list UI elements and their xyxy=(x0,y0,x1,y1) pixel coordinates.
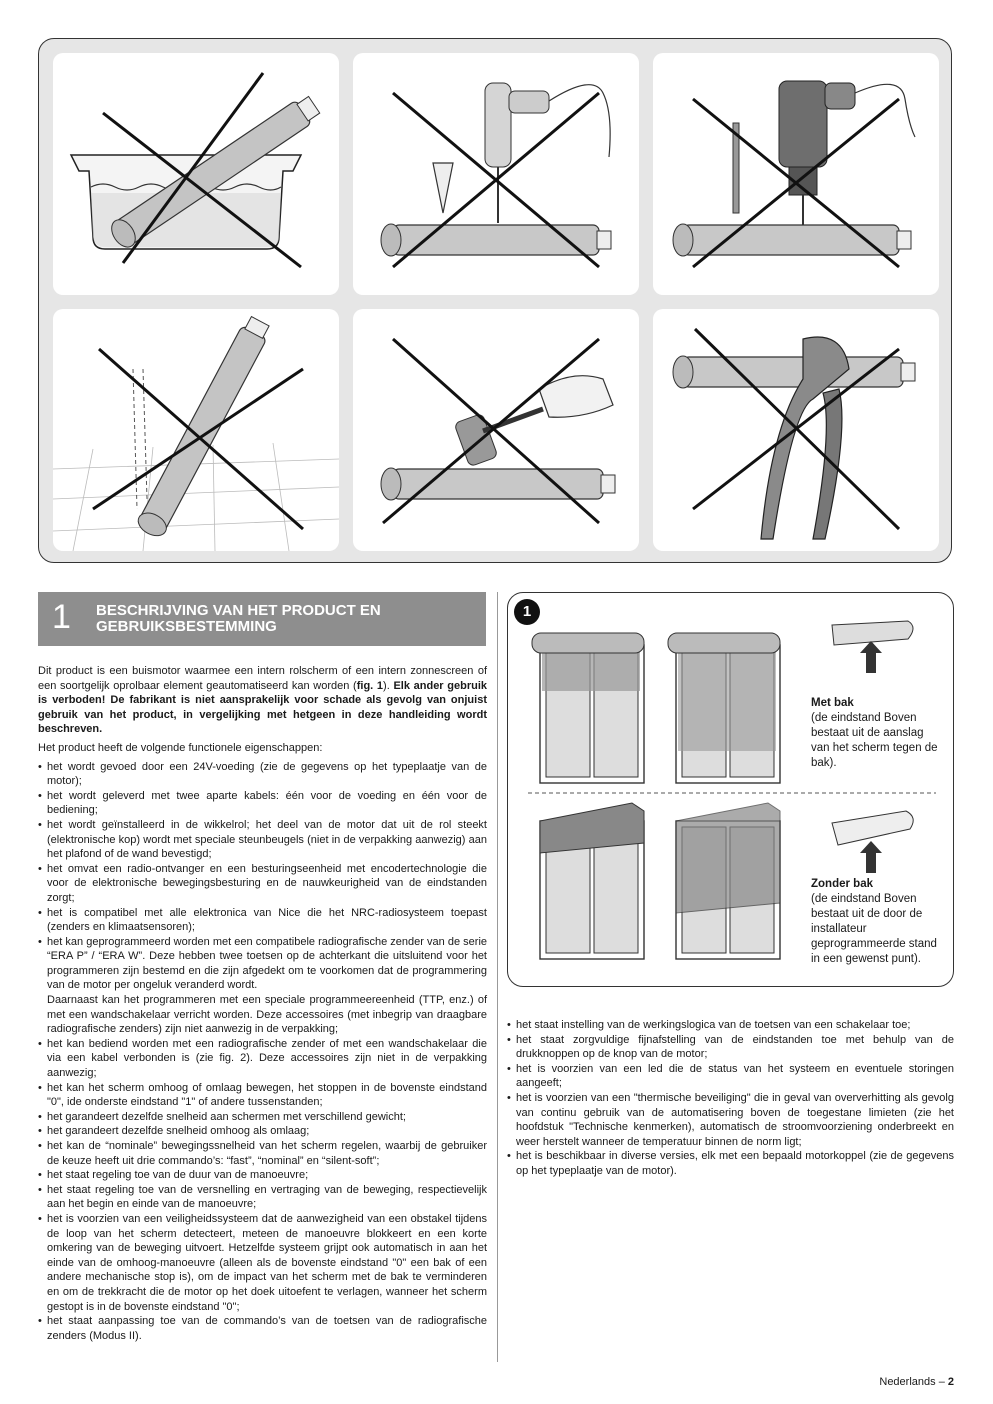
list-item-continuation: Daarnaast kan het programmeren met een speciale programmeereenheid (TTP, enz.) of met een wandschakelaar verricht worden. Deze accessoires (met inbegrip van draagbare radiografische zenders) zijn niet aanwezig in de verpakking; xyxy=(47,994,487,1036)
with-box-text: (de eindstand Boven bestaat uit de aanslag van het scherm tegen de bak). xyxy=(811,712,938,769)
features-list-right xyxy=(507,1018,954,1179)
intro-paragraph: Dit product is een buismotor waarmee een intern rolscherm of een intern zonnescreen of een soortgelijk oprolbaar element geautomatiseerd kan worden (fig. 1). Elk ander gebruik is verboden! De fabrikant is niet aansprakelijk voor schade als gevolg van onjuist gebruik van het product, in vergelijking met hetgeen in deze handleiding wordt beschreven. xyxy=(38,665,488,736)
list-item: • het is voorzien van een led die de status van het systeem en eventuele storingen aangeeft; xyxy=(507,1062,954,1091)
list-item: • het staat zorgvuldige fijnafstelling van de eindstanden toe met behulp van de drukknoppen op de knop van de motor; xyxy=(507,1033,954,1062)
section-header xyxy=(38,592,486,646)
list-item: • het staat aanpassing toe van de commando’s van de toetsen van de radiografische zenders (Modus II). xyxy=(38,1314,487,1343)
window-without-box-icon xyxy=(540,803,644,959)
drop-motor-prohibited-icon xyxy=(53,309,339,551)
column-divider xyxy=(497,592,498,1362)
motor-in-water-prohibited-icon xyxy=(53,53,339,295)
page-footer xyxy=(879,1376,954,1388)
window-without-box-icon xyxy=(676,803,780,959)
description-right-column xyxy=(507,1018,954,1179)
list-item: • het kan de “nominale” bewegingssnelheid van het scherm regelen, waarbij de gebruiker de keuze heeft uit drie commando’s: “fast”, “nominal” en “silent-soft”; xyxy=(38,1139,487,1168)
list-item: • het garandeert dezelfde snelheid aan schermen met verschillend gewicht; xyxy=(38,1110,487,1125)
page-number: 2 xyxy=(947,1376,954,1388)
box-detail-icon xyxy=(832,621,913,673)
warnings-frame xyxy=(38,38,952,563)
list-item: • het staat regeling toe van de duur van de manoeuvre; xyxy=(38,1168,487,1183)
section-number: 1 xyxy=(52,598,71,636)
without-box-caption xyxy=(811,877,939,967)
features-intro: Het product heeft de volgende functionele eigenschappen: xyxy=(38,741,323,754)
with-box-caption xyxy=(811,696,939,771)
without-box-text: (de eindstand Boven bestaat uit de door de installateur geprogrammeerde stand in een gewenst punt). xyxy=(811,893,937,965)
description-left-column xyxy=(38,664,487,1343)
list-item: • het is beschikbaar in diverse versies, elk met een bepaald motorkoppel (zie de gegevens op het typeplaatje van de motor). xyxy=(507,1149,954,1178)
roller-detail-icon xyxy=(832,811,913,873)
list-item: • het is compatibel met alle elektronica van Nice die het NRC-radiosysteem toepast (zenders en klimaatsensoren); xyxy=(38,906,487,935)
list-item: • het staat regeling toe van de versnelling en vertraging van de beweging, respectievelijk aan het begin en einde van de manoeuvre; xyxy=(38,1183,487,1212)
window-with-box-icon xyxy=(668,633,780,783)
list-item: • het wordt geleverd met twee aparte kabels: één voor de voeding en één voor de bediening; xyxy=(38,789,487,818)
drill-into-motor-prohibited-icon xyxy=(653,53,939,295)
list-item: • het garandeert dezelfde snelheid omhoog als omlaag; xyxy=(38,1124,487,1139)
list-item: • het kan bediend worden met een radiografische zender of met een wandschakelaar die via een kabel verbonden is (zie fig. 2). Deze accessoires zijn niet in de verpakking aanwezig; xyxy=(38,1037,487,1081)
figure-1 xyxy=(507,592,954,987)
list-item: • het omvat een radio-ontvanger en een besturingseenheid met encodertechnologie die voor de elektronische bewegingsbesturing en de nauwkeurigheid van de eindstanden zorgt; xyxy=(38,862,487,906)
list-item: • het wordt geïnstalleerd in de wikkelrol; het deel van de motor dat uit de rol steekt (elektronische kop) wordt met speciale steunbeugels (niet in de verpakking aanwezig) aan het plafond of de wand bevestigd; xyxy=(38,818,487,862)
without-box-title: Zonder bak xyxy=(811,878,873,890)
footer-language: Nederlands – xyxy=(879,1376,948,1388)
list-item: • het is voorzien van een veiligheidssysteem dat de aanwezigheid van een obstakel tijdens de loop van het scherm detecteert, meteen de manoeuvre blokkeert en een korte omkering van de beweging uitvoert. Hetzelfde systeem grijpt ook automatisch in aan het einde van de omhoog-manoeuvre (alleen als de bovenste eindstand "0" een bak of een andere mechanische stop is), om de impact van het scherm met de bak te verminderen en om de trekkracht die de motor op het doek uitoefent te verlagen, wanneer het scherm gestopt is in de bovenste eindstand "0"; xyxy=(38,1212,487,1314)
list-item: • het kan geprogrammeerd worden met een compatibele radiografische zender van de serie “ERA P” / “ERA W”. Deze hebben twee toetsen op de achterkant die uitsluitend voor het programmeren zijn bestemd en die zijn afgedekt om te voorkomen dat de programmering van de motor per ongeluk veranderd wordt. Daarnaast kan het programmeren met een speciale programmeereenheid (TTP, enz.) of met een wandschakelaar verricht worden. Deze accessoires (met inbegrip van draagbare radiografische zenders) zijn niet aanwezig in de verpakking; xyxy=(38,935,487,1037)
list-item: • het is voorzien van een "thermische beveiliging" die in geval van oververhitting als gevolg van continu gebruik van de automatisering boven de toegestane limieten (zie het hoofdstuk "Technische kenmerken), automatisch de stroomvoorziening onderbreekt en weer herstelt wanneer de temperatuur binnen de norm ligt; xyxy=(507,1091,954,1149)
section-title: BESCHRIJVING VAN HET PRODUCT EN GEBRUIKSBESTEMMING xyxy=(96,602,381,635)
list-item: • het kan het scherm omhoog of omlaag bewegen, het stoppen in de bovenste eindstand "0", ide onderste eindstand "1" of andere tussenstanden; xyxy=(38,1081,487,1110)
hammer-motor-prohibited-icon xyxy=(353,309,639,551)
figure-number-badge: 1 xyxy=(514,599,540,625)
screw-into-motor-prohibited-icon xyxy=(353,53,639,295)
features-list-left xyxy=(38,760,487,1344)
list-item: • het wordt gevoed door een 24V-voeding (zie de gegevens op het typeplaatje van de motor); xyxy=(38,760,487,789)
with-box-title: Met bak xyxy=(811,697,854,709)
crush-motor-prohibited-icon xyxy=(653,309,939,551)
list-item: • het staat instelling van de werkingslogica van de toetsen van een schakelaar toe; xyxy=(507,1018,954,1033)
window-with-box-icon xyxy=(532,633,644,783)
